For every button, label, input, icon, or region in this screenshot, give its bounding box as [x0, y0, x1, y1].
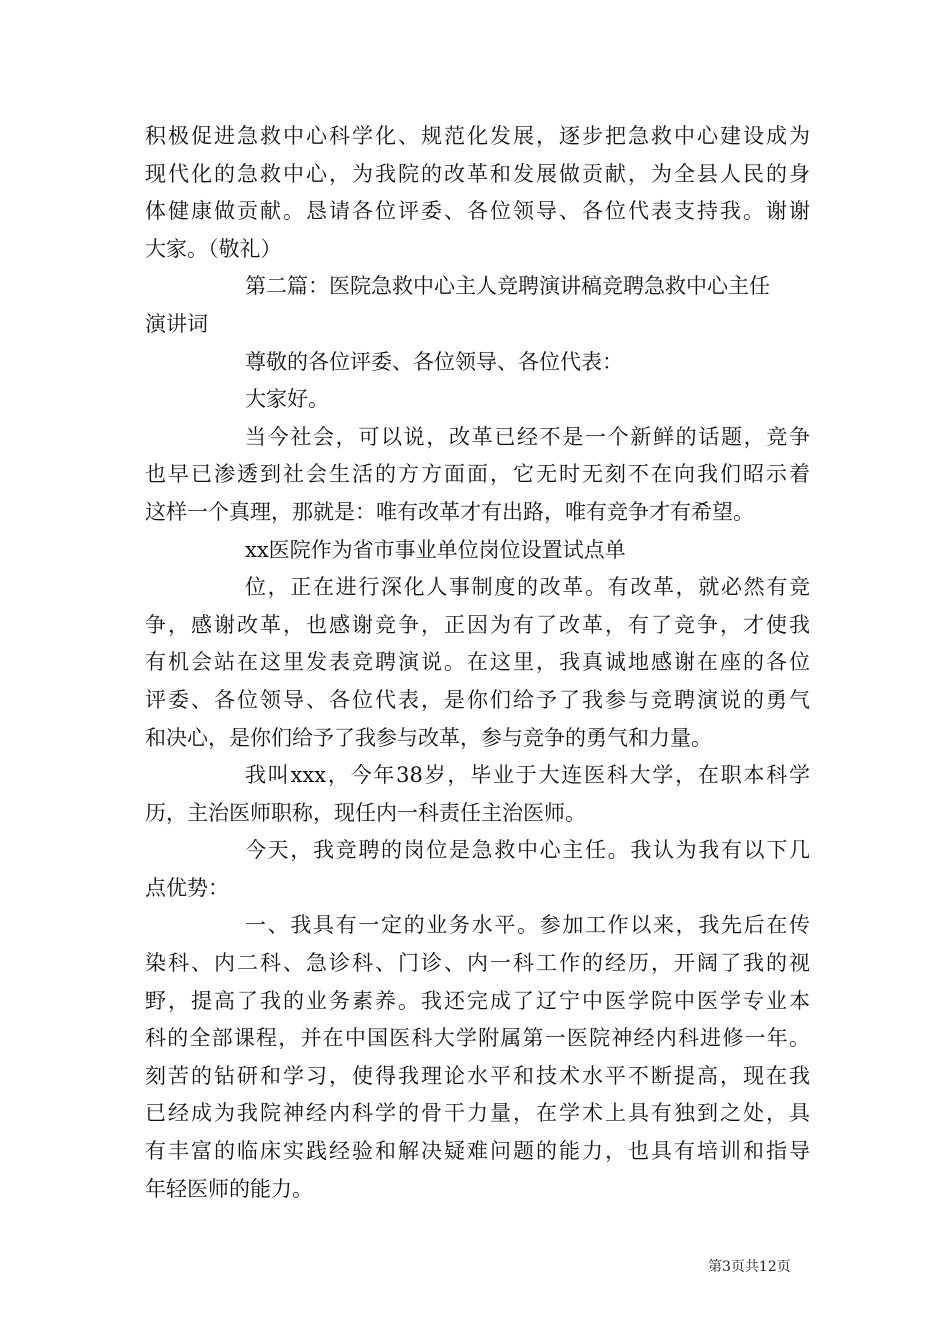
- text-line: 历，主治医师职称，现任内一科责任主治医师。: [145, 800, 586, 825]
- text-line: 今天，我竞聘的岗位是急救中心主任。我认为我有以下几: [245, 838, 810, 863]
- text-line: 野，提高了我的业务素养。我还完成了辽宁中医学院中医学专业本: [145, 988, 810, 1013]
- text-line: 刻苦的钻研和学习，使得我理论水平和技术水平不断提高，现在我: [145, 1063, 810, 1088]
- text-line: 评委、各位领导、各位代表，是你们给予了我参与竞聘演说的勇气: [145, 687, 810, 712]
- text-line: 已经成为我院神经内科学的骨干力量，在学术上具有独到之处，具: [145, 1101, 810, 1126]
- text-line: 争，感谢改革，也感谢竞争，正因为有了改革，有了竞争，才使我: [145, 612, 810, 637]
- text-line: 有机会站在这里发表竞聘演说。在这里，我真诚地感谢在座的各位: [145, 650, 810, 675]
- text-line: 现代化的急救中心，为我院的改革和发展做贡献，为全县人民的身: [145, 161, 810, 186]
- text-line: 我叫xxx，今年38岁，毕业于大连医科大学，在职本科学: [245, 763, 810, 788]
- text-line: 科的全部课程，并在中国医科大学附属第一医院神经内科进修一年。: [145, 1026, 810, 1051]
- text-line: xx医院作为省市事业单位岗位设置试点单: [245, 537, 626, 562]
- page-number: 第3页共12页: [708, 1259, 791, 1275]
- text-line: 大家。（敬礼）: [145, 236, 282, 261]
- text-line: 也早已渗透到社会生活的方方面面，它无时无刻不在向我们昭示着: [145, 462, 810, 487]
- document-body: [145, 118, 810, 1208]
- text-line: 尊敬的各位评委、各位领导、各位代表：: [245, 349, 623, 374]
- text-line: 点优势：: [145, 875, 229, 900]
- text-line: 有丰富的临床实践经验和解决疑难问题的能力，也具有培训和指导: [145, 1139, 810, 1164]
- text-line: 这样一个真理，那就是：唯有改革才有出路，唯有竞争才有希望。: [145, 499, 754, 524]
- text-line: 演讲词: [145, 311, 208, 336]
- text-line: 积极促进急救中心科学化、规范化发展，逐步把急救中心建设成为: [145, 124, 810, 148]
- text-line: 体健康做贡献。恳请各位评委、各位领导、各位代表支持我。谢谢: [145, 199, 810, 224]
- text-line: 大家好。: [245, 387, 329, 412]
- text-line: 位，正在进行深化人事制度的改革。有改革，就必然有竞: [245, 575, 810, 600]
- text-line: 染科、内二科、急诊科、门诊、内一科工作的经历，开阔了我的视: [145, 951, 810, 976]
- text-line: 和决心，是你们给予了我参与改革，参与竞争的勇气和力量。: [145, 725, 712, 750]
- text-line: 一、我具有一定的业务水平。参加工作以来，我先后在传: [245, 913, 810, 938]
- text-line: 第二篇：医院急救中心主人竞聘演讲稿竞聘急救中心主任: [245, 274, 770, 299]
- text-line: 当今社会，可以说，改革已经不是一个新鲜的话题，竞争: [245, 424, 810, 449]
- text-line: 年轻医师的能力。: [145, 1176, 313, 1201]
